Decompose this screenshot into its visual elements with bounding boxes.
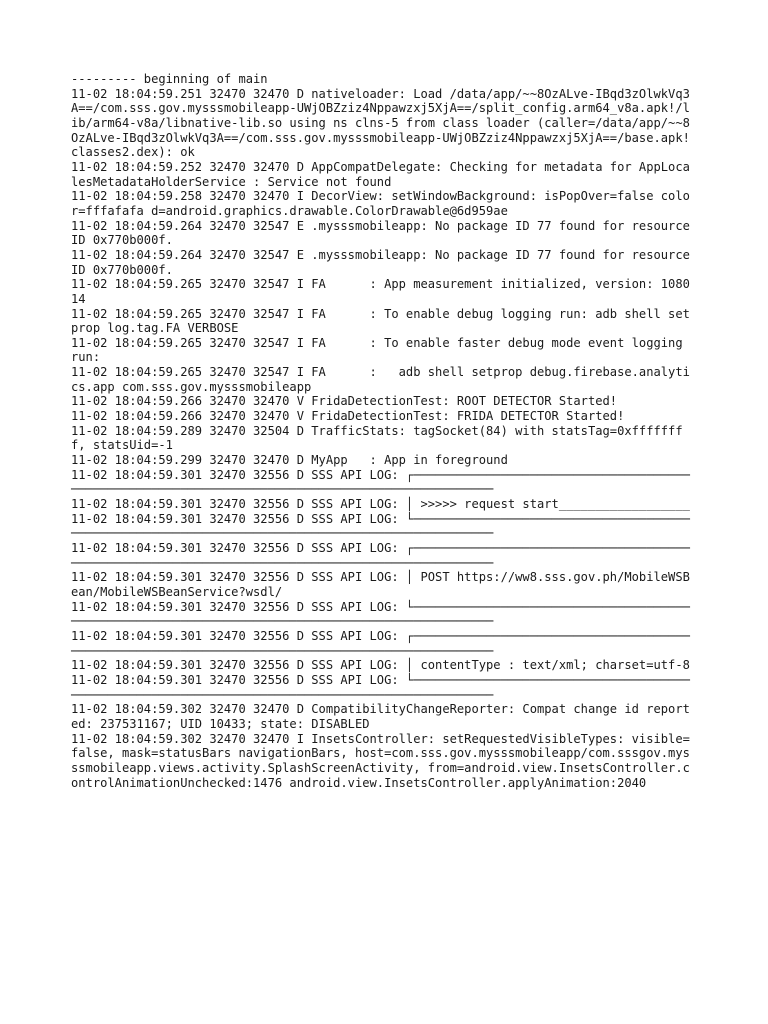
- log-line: 11-02 18:04:59.265 32470 32547 I FA : To enable faster debug mode event logging run:: [71, 335, 690, 365]
- log-line: 11-02 18:04:59.301 32470 32556 D SSS API LOG: ┌────────────────────────────────────────────────────────────────────────────────────────────────: [71, 541, 690, 570]
- log-line: 11-02 18:04:59.251 32470 32470 D nativeloader: Load /data/app/~~8OzALve-IBqd3zOlwkVq3A==/com.sss.gov.mysssmobileapp-UWjOBZziz4Nppawzxj5XjA==/split_config.arm64_v8a.apk!/lib/arm64-v8a/libnative-lib.so using ns clns-5 from class loader (caller=/data/app/~~8OzALve-IBqd3zOlwkVq3A==/com.sss.gov.mysssmobileapp-UWjOBZziz4Nppawzxj5XjA==/base.apk!classes2.dex): ok: [71, 86, 690, 160]
- log-line: 11-02 18:04:59.299 32470 32470 D MyApp : App in foreground: [71, 453, 508, 468]
- log-line: 11-02 18:04:59.266 32470 32470 V FridaDetectionTest: FRIDA DETECTOR Started!: [71, 409, 625, 424]
- log-line: 11-02 18:04:59.264 32470 32547 E .mysssmobileapp: No package ID 77 found for resource ID 0x770b000f.: [71, 247, 698, 277]
- log-line: 11-02 18:04:59.301 32470 32556 D SSS API LOG: │ >>>>> request start__________________: [71, 497, 690, 512]
- log-line: 11-02 18:04:59.302 32470 32470 D CompatibilityChangeReporter: Compat change id reported: 237531167; UID 10433; state: DISABLED: [71, 702, 690, 731]
- log-document: [71, 72, 697, 790]
- log-line: 11-02 18:04:59.302 32470 32470 I InsetsController: setRequestedVisibleTypes: visible=false, mask=statusBars navigationBars, host=com.sss.gov.mysssmobileapp/com.sssgov.mysssmobileapp.views.activity.SplashScreenActivity, from=android.view.InsetsController.controlAnimationUnchecked:1476 android.view.InsetsController.applyAnimation:2040: [71, 731, 690, 790]
- log-line: 11-02 18:04:59.265 32470 32547 I FA : App measurement initialized, version: 108014: [71, 277, 690, 306]
- log-line: 11-02 18:04:59.301 32470 32556 D SSS API LOG: ┌────────────────────────────────────────────────────────────────────────────────────────────────: [71, 467, 690, 497]
- log-line: 11-02 18:04:59.301 32470 32556 D SSS API LOG: │ contentType : text/xml; charset=utf-8: [71, 658, 690, 673]
- log-line: 11-02 18:04:59.252 32470 32470 D AppCompatDelegate: Checking for metadata for AppLocalesMetadataHolderService : Service not found: [71, 159, 690, 189]
- log-line: 11-02 18:04:59.265 32470 32547 I FA : adb shell setprop debug.firebase.analytics.app com.sss.gov.mysssmobileapp: [71, 365, 690, 394]
- log-line: 11-02 18:04:59.266 32470 32470 V FridaDetectionTest: ROOT DETECTOR Started!: [71, 394, 618, 409]
- log-line: 11-02 18:04:59.289 32470 32504 D TrafficStats: tagSocket(84) with statsTag=0xffffffff, statsUid=-1: [71, 423, 683, 453]
- log-line: 11-02 18:04:59.301 32470 32556 D SSS API LOG: └────────────────────────────────────────────────────────────────────────────────────────────────: [71, 672, 690, 702]
- log-line: 11-02 18:04:59.301 32470 32556 D SSS API LOG: └────────────────────────────────────────────────────────────────────────────────────────────────: [71, 511, 690, 541]
- log-line: 11-02 18:04:59.265 32470 32547 I FA : To enable debug logging run: adb shell setprop log.tag.FA VERBOSE: [71, 306, 690, 336]
- log-line: 11-02 18:04:59.301 32470 32556 D SSS API LOG: └────────────────────────────────────────────────────────────────────────────────────────────────: [71, 599, 690, 629]
- log-line: 11-02 18:04:59.301 32470 32556 D SSS API LOG: │ POST https://ww8.sss.gov.ph/MobileWSBean/MobileWSBeanService?wsdl/: [71, 570, 690, 599]
- log-line: 11-02 18:04:59.258 32470 32470 I DecorView: setWindowBackground: isPopOver=false color=fffafafa d=android.graphics.drawable.ColorDrawable@6d959ae: [71, 189, 690, 218]
- log-line: 11-02 18:04:59.301 32470 32556 D SSS API LOG: ┌────────────────────────────────────────────────────────────────────────────────────────────────: [71, 628, 690, 658]
- log-line: 11-02 18:04:59.264 32470 32547 E .mysssmobileapp: No package ID 77 found for resource ID 0x770b000f.: [71, 218, 698, 248]
- log-line: --------- beginning of main: [71, 72, 268, 86]
